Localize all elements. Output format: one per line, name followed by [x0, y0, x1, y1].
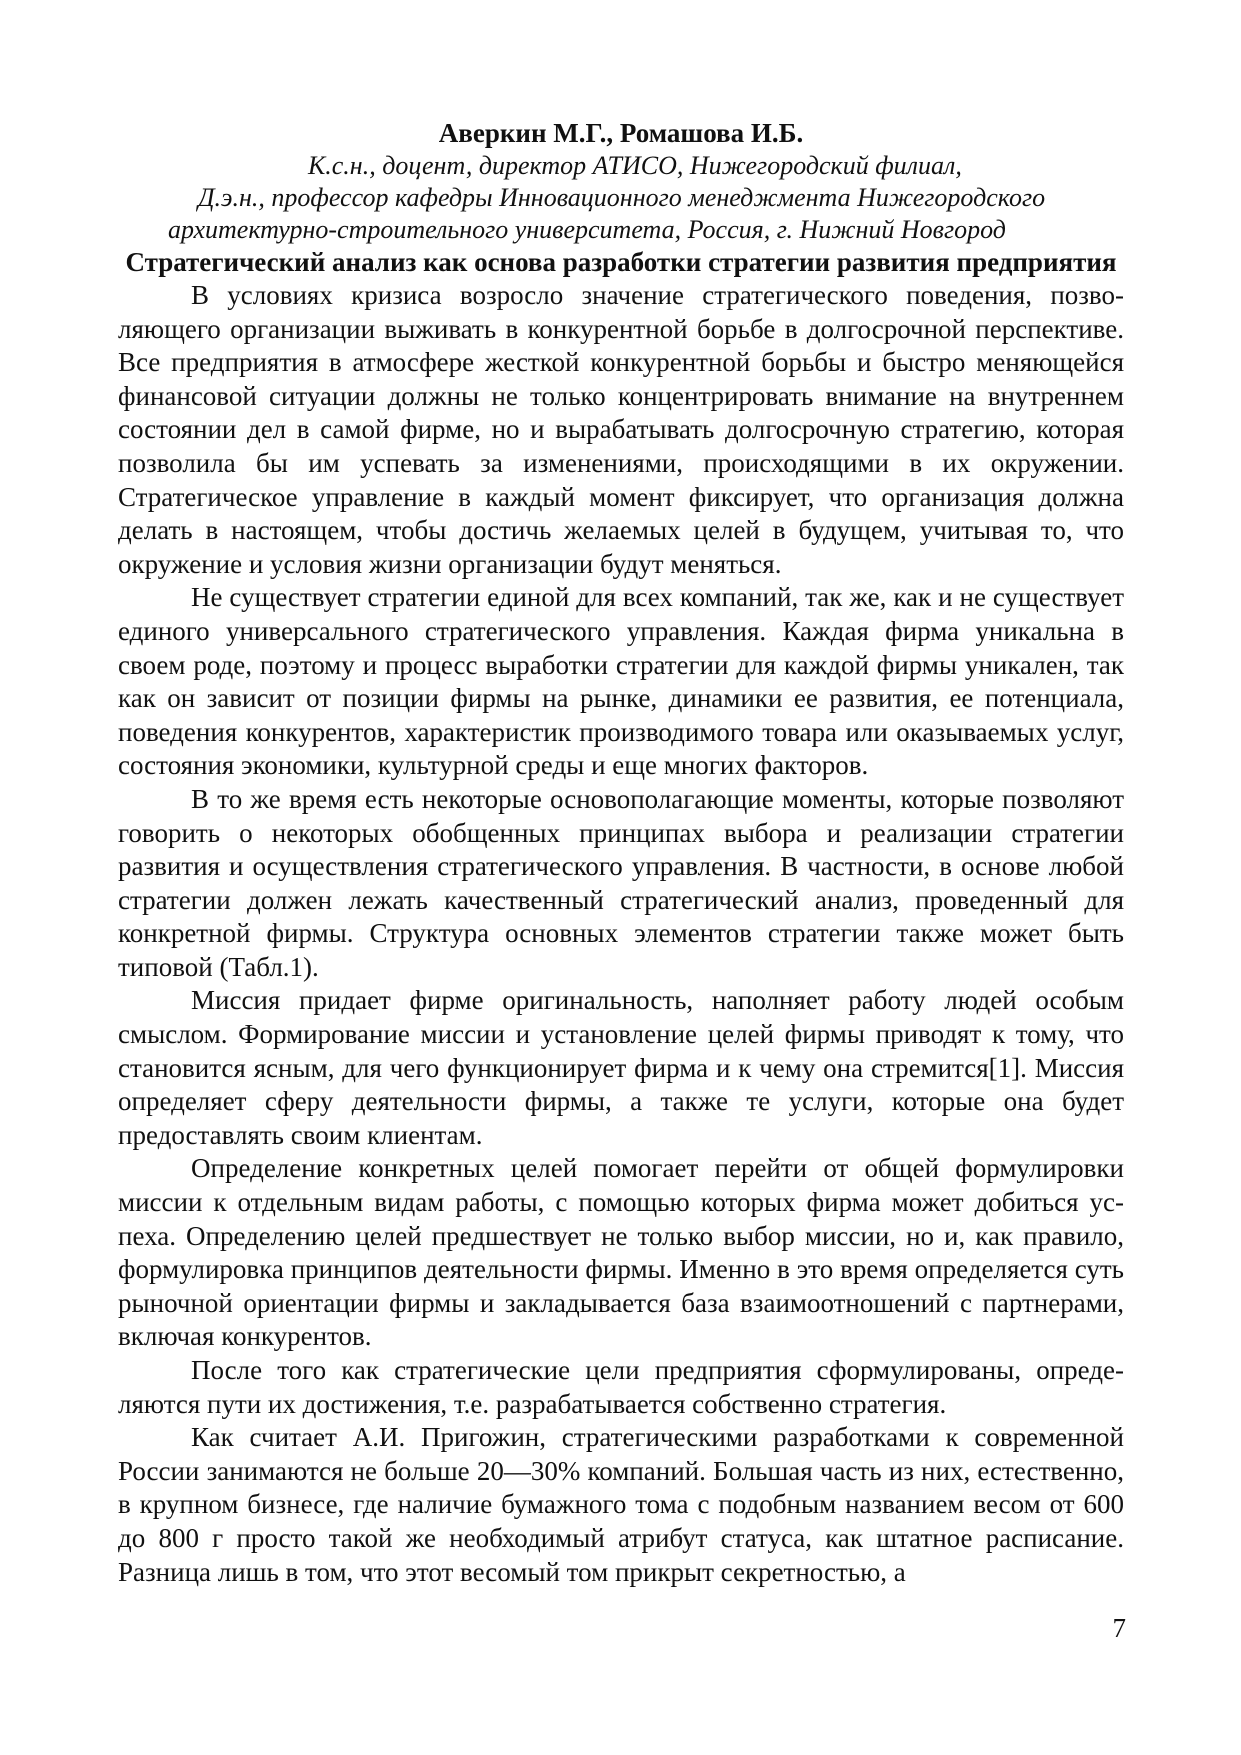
article-authors: Аверкин М.Г., Ромашова И.Б. — [438, 118, 804, 148]
affiliation-line-2: Д.э.н., профессор кафедры Инновационного менеджмента Нижегородского — [198, 183, 1046, 212]
paragraph-1: В условиях кризиса возросло значение стратегического поведения, позволяющего организации выживать в конкурентной борьбе в долгосрочной перспективе. Все предприятия в атмосфере жесткой конкурентной борьбы и быстро меняющейся финансовой ситуации должны не только концентрировать внимание на внутреннем состоянии дел в самой фирме, но и вырабатывать долгосрочную стратегию, которая позволила бы им успевать за изменениями, происходящими в их окружении. Стратегическое управление в каждый момент фиксирует, что организация должна делать в настоящем, чтобы достичь желаемых целей в будущем, учитывая то, что окружение и условия жизни организации будут меняться. — [118, 280, 1124, 579]
paragraph-6: После того как стратегические цели предприятия сформулированы, определяются пути их достижения, т.е. разрабатывается собственно стратегия. — [118, 1355, 1124, 1419]
affiliation-line-1: К.с.н., доцент, директор АТИСО, Нижегородский филиал, — [308, 151, 962, 180]
page-number: 7 — [1112, 1613, 1126, 1643]
paragraph-7: Как считает А.И. Пригожин, стратегическими разработками к современной России занимаются не больше 20—30% компаний. Большая часть из них, естественно, в крупном бизнесе, где наличие бумажного тома с подобным названием весом от 600 до 800 г просто такой же необходимый атрибут статуса, как штатное расписание. Разница лишь в том, что этот весомый том прикрыт секретностью, а — [118, 1422, 1124, 1587]
paragraph-5: Определение конкретных целей помогает перейти от общей формулировки миссии к отдельным видам работы, с помощью которых фирма может добиться успеха. Определению целей предшествует не только выбор миссии, но и, как правило, формулировка принципов деятельности фирмы. Именно в это время определяется суть рыночной ориентации фирмы и закладывается база взаимоотношений с партнерами, включая конкурентов. — [118, 1153, 1124, 1352]
paragraph-4: Миссия придает фирме оригинальность, наполняет работу людей особым смыслом. Формирование миссии и установление целей фирмы приводят к тому, что становится ясным, для чего функционирует фирма и к чему она стремится[1]. Миссия определяет сферу деятельности фирмы, а также те услуги, которые она будет предоставлять своим клиентам. — [118, 985, 1124, 1150]
article-body — [118, 116, 1124, 1589]
paragraph-3: В то же время есть некоторые основополагающие моменты, которые позволяют говорить о некоторых обобщенных принципах выбора и реализации стратегии развития и осуществления стратегического управления. В частности, в основе любой стратегии должен лежать качественный стратегический анализ, проведенный для конкретной фирмы. Структура основных элементов стратегии также может быть типовой (Табл.1). — [118, 783, 1124, 982]
affiliation-line-3: архитектурно-строительного университета, Россия, г. Нижний Новгород — [168, 215, 1006, 244]
article-title: Стратегический анализ как основа разработки стратегии развития предприятия — [125, 247, 1117, 277]
paragraph-2: Не существует стратегии единой для всех компаний, так же, как и не существует единого универсального стратегического управления. Каждая фирма уникальна в своем роде, поэтому и процесс выработки стратегии для каждой фирмы уникален, так как он зависит от позиции фирмы на рынке, динамики ее развития, ее потенциала, поведения конкурентов, характеристик производимого товара или оказываемых услуг, состояния экономики, культурной среды и еще многих факторов. — [118, 582, 1124, 781]
